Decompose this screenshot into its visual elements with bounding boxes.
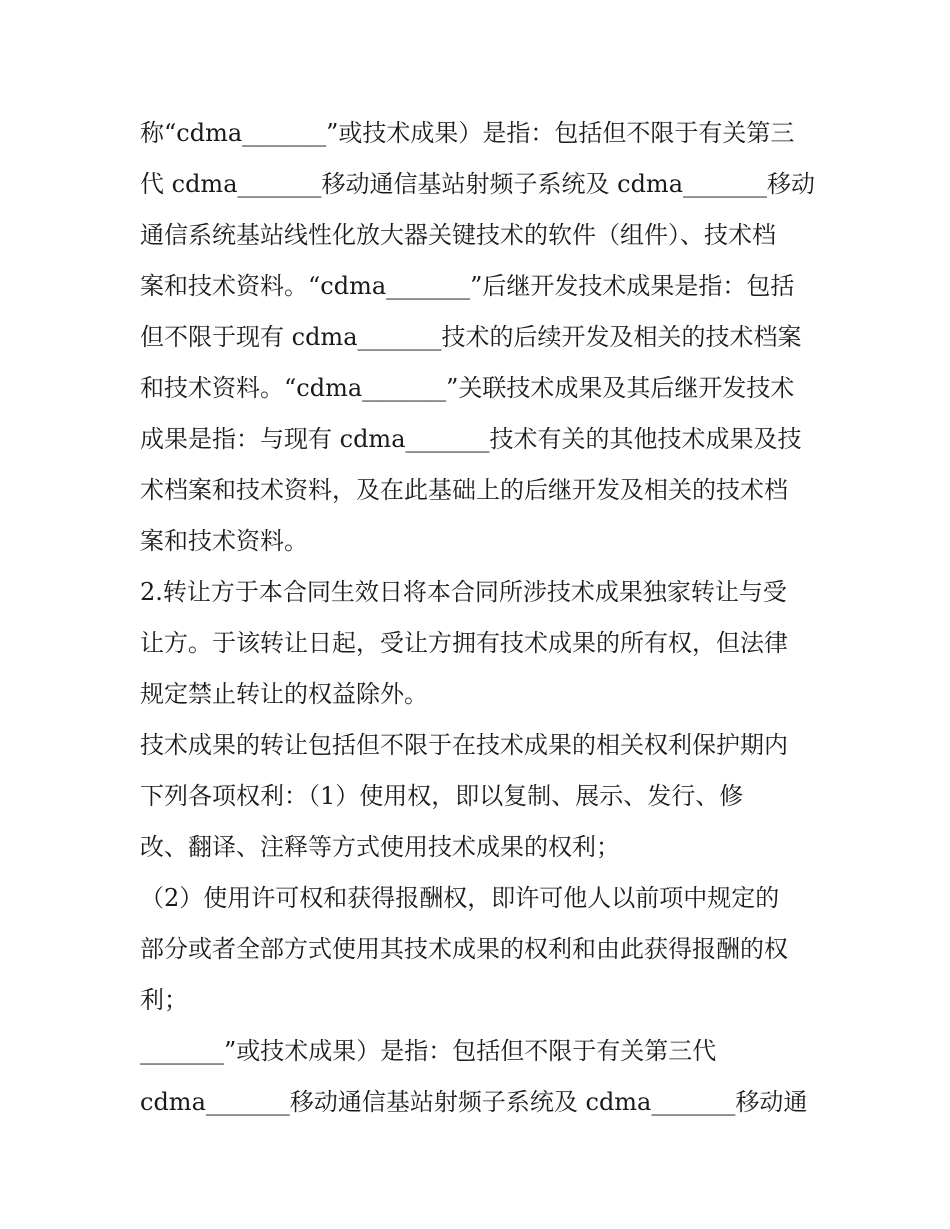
text-line: 案和技术资料。“cdma_______”后继开发技术成果是指：包括 (140, 272, 795, 300)
text-line: 利； (140, 986, 188, 1014)
text-line: 案和技术资料。 (140, 527, 308, 555)
text-line: 下列各项权利：（1）使用权，即以复制、展示、发行、修 (140, 782, 744, 810)
text-line: 术档案和技术资料，及在此基础上的后继开发及相关的技术档 (140, 476, 788, 504)
text-line: 规定禁止转让的权益除外。 (140, 680, 428, 708)
text-line: 技术成果的转让包括但不限于在技术成果的相关权利保护期内 (140, 731, 788, 759)
text-line: 和技术资料。“cdma_______”关联技术成果及其后继开发技术 (140, 374, 795, 402)
document-body (140, 108, 820, 1128)
text-line: 通信系统基站线性化放大器关键技术的软件（组件）、技术档 (140, 221, 776, 249)
text-line: 代 cdma_______移动通信基站射频子系统及 cdma_______移动 (140, 170, 815, 198)
text-line: （2）使用许可权和获得报酬权，即许可他人以前项中规定的 (140, 884, 780, 912)
text-line: 成果是指：与现有 cdma_______技术有关的其他技术成果及技 (140, 425, 802, 453)
text-line: 但不限于现有 cdma_______技术的后续开发及相关的技术档案 (140, 323, 802, 351)
text-line: 2.转让方于本合同生效日将本合同所涉技术成果独家转让与受 (140, 578, 787, 606)
text-line: cdma_______移动通信基站射频子系统及 cdma_______移动通 (140, 1088, 808, 1116)
text-line: 改、翻译、注释等方式使用技术成果的权利； (140, 833, 620, 861)
text-line: 称“cdma_______”或技术成果）是指：包括但不限于有关第三 (140, 119, 795, 147)
text-line: 部分或者全部方式使用其技术成果的权利和由此获得报酬的权 (140, 935, 788, 963)
text-line: 让方。于该转让日起，受让方拥有技术成果的所有权，但法律 (140, 629, 788, 657)
text-line: _______”或技术成果）是指：包括但不限于有关第三代 (140, 1037, 717, 1065)
